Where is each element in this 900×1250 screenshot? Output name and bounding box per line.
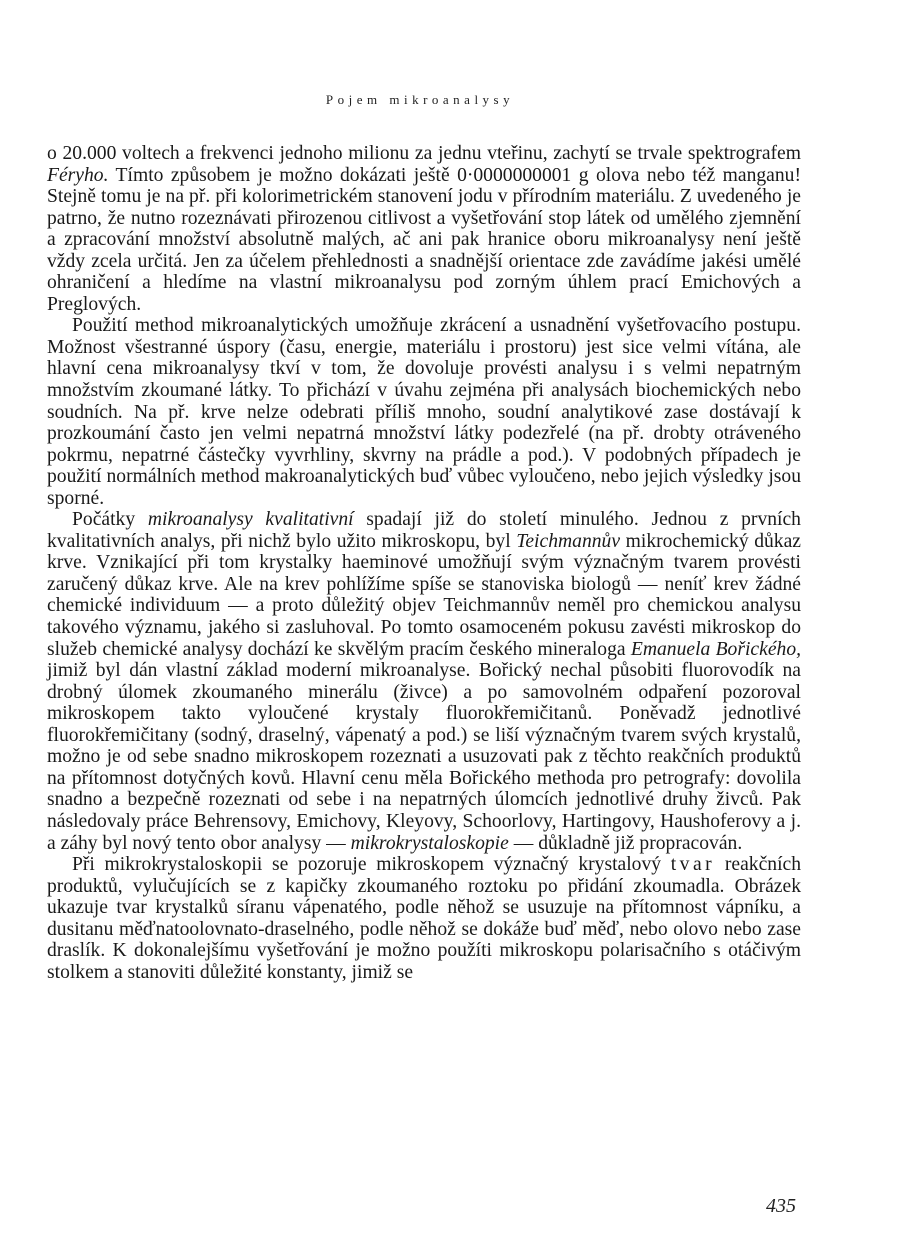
text-run: mikrochemický důkaz krve. Vznikající při tom krystalky haeminové umožňují svým význačným tvarem provésti zaručený důkaz krve. Ale na krev pohlížíme spíše se stanoviska biologů — neníť krev žádné chemické individuum — a proto důležitý objev Teichmannův neměl pro chemickou analysu takového významu, jakého si zasluhoval. Po tomto osamoceném pokusu zavésti mikroskop do služeb chemické analysy dochází ke skvělým pracím českého mineraloga [47, 530, 801, 660]
text-run: o 20.000 voltech a frekvenci jednoho milionu za jednu vteřinu, zachytí se trvale spektrografem [47, 143, 801, 164]
paragraph [47, 509, 801, 854]
body-text [47, 143, 801, 983]
text-run: Počátky [72, 509, 148, 531]
italic-run: mikroanalysy kvalitativní [147, 509, 354, 531]
spaced-emphasis-run: tvar [670, 854, 716, 876]
text-run: reakčních produktů, vylučujících se z kapičky zkoumaného roztoku po přidání zkoumadla. Obrázek ukazuje tvar krystalků síranu vápenatého, podle něhož se usuzuje na přítomnost vápníku, a dusitanu měďnatoolovnato-draselného, podle něhož se dokáže buď měď, nebo olovo nebo zase draslík. K dokonalejšímu vyšetřování je možno použíti mikroskopu polarisačního s otáčivým stolkem a stanoviti důležité konstanty, jimiž se [47, 854, 802, 983]
paragraph [47, 854, 801, 983]
running-head: Pojem mikroanalysy [325, 92, 515, 107]
text-run: — důkladně již propracován. [508, 832, 743, 854]
italic-run: mikrokrystaloskopie [350, 832, 509, 854]
text-run: spadají již do století minulého. Jednou z prvních kvalitativních analys, při nichž bylo užito mikroskopu, byl [47, 509, 801, 552]
paragraph [47, 315, 801, 509]
text-run: Použití method mikroanalytických umožňuje zkrácení a usnadnění vyšetřovacího postupu. Možnost všestranné úspory (času, energie, materiálu i prostoru) jest sice velmi vítána, ale hlavní cena mikroanalysy tkví v tom, že dovoluje provésti analysu i s velmi nepatrným množstvím zkoumané látky. To přichází v úvahu zejména při analysách biochemických nebo soudních. Na př. krve nelze odebrati příliš mnoho, soudní analytikové zase dostávají k prozkoumání často jen velmi nepatrná množství látky podezřelé (na př. drobty otráveného pokrmu, nepatrné částečky vyvrhliny, skvrny na prádle a pod.). V podobných případech je použití normálních method makroanalytických buď vůbec vyloučeno, nebo jejich výsledky jsou sporné. [47, 315, 801, 509]
italic-run: Féryho. [47, 164, 109, 186]
page-number: 435 [766, 1195, 796, 1217]
italic-run: Teichmannův [516, 530, 621, 552]
text-run: Tímto způsobem je možno dokázati ještě 0·0000000001 g olova nebo též manganu! Stejně tomu je na př. při kolorimetrickém stanovení jodu v přírodním materiálu. Z uvedeného je patrno, že nutno rozeznávati přirozenou citlivost a vyšetřování stop látek od umělého zjemnění a zpracování množství absolutně malých, ač ani pak hranice oboru mikroanalysy není ještě vždy zcela určitá. Jen za účelem přehlednosti a snadnější orientace zde zavádíme jakési umělé ohraničení a hledíme na vlastní mikroanalysu pod zorným úhlem prací Emichových a Preglových. [47, 164, 801, 315]
text-run: Při mikrokrystaloskopii se pozoruje mikroskopem význačný krystalový [72, 854, 671, 876]
italic-run: Emanuela Bořického, [630, 638, 802, 660]
text-run: jimiž byl dán vlastní základ moderní mikroanalyse. Bořický nechal působiti fluorovodík na drobný úlomek zkoumaného minerálu (živce) a po samovolném odpaření pozoroval mikroskopem takto vyloučené krystaly fluorokřemičitanů. Poněvadž jednotlivé fluorokřemičitany (sodný, draselný, vápenatý a pod.) se liší význačným tvarem svých krystalů, možno je od sebe snadno mikroskopem rozeznati a usuzovati pak z těchto reakčních produktů na přítomnost dotyčných kovů. Hlavní cenu měla Bořického methoda pro petrografy: dovolila snadno a bezpečně rozeznati od sebe i na nepatrných úlomcích jednotlivé druhy živců. Pak následovaly práce Behrensovy, Emichovy, Kleyovy, Schoorlovy, Hartingovy, Haushoferovy a j. a záhy byl nový tento obor analysy — [47, 660, 801, 854]
paragraph [47, 143, 801, 315]
